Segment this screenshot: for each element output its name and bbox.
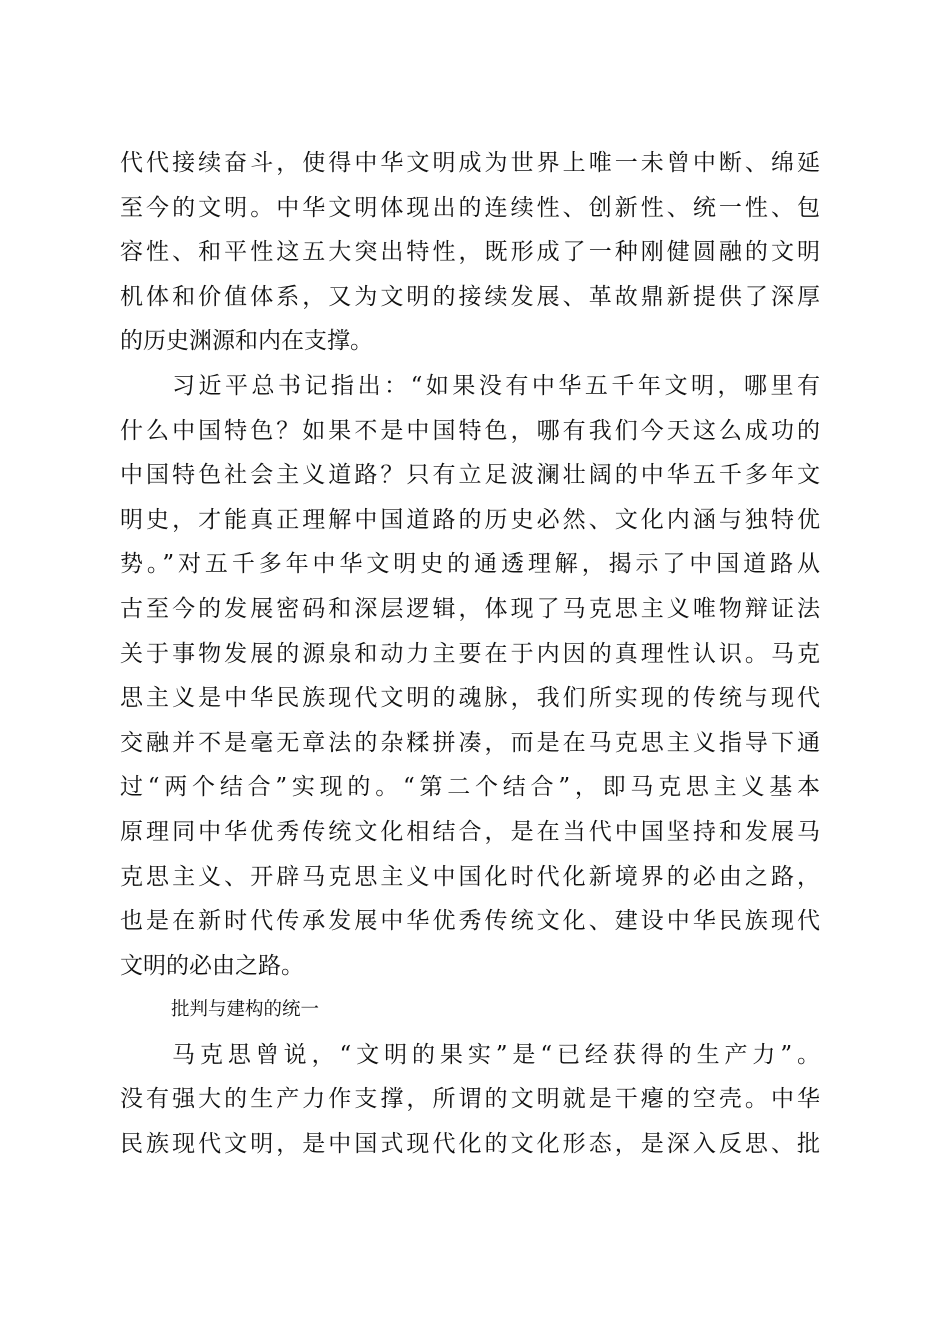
text-line: 机体和价值体系，又为文明的接续发展、革故鼎新提供了深厚 (120, 283, 820, 310)
text-line: 思主义是中华民族现代文明的魂脉，我们所实现的传统与现代 (120, 685, 820, 712)
text-line: 交融并不是毫无章法的杂糅拼凑，而是在马克思主义指导下通 (120, 729, 820, 756)
text-line: 原理同中华优秀传统文化相结合，是在当代中国坚持和发展马 (120, 818, 820, 845)
text-line: 的历史渊源和内在支撑。 (120, 328, 373, 355)
text-line: 也是在新时代传承发展中华优秀传统文化、建设中华民族现代 (120, 908, 820, 935)
text-line: 习近平总书记指出：“如果没有中华五千年文明，哪里有 (172, 372, 820, 399)
text-line: 代代接续奋斗，使得中华文明成为世界上唯一未曾中断、绵延 (120, 150, 820, 176)
text-line: 民族现代文明，是中国式现代化的文化形态，是深入反思、批 (120, 1131, 820, 1158)
text-line: 明史，才能真正理解中国道路的历史必然、文化内涵与独特优 (120, 506, 820, 533)
text-line: 容性、和平性这五大突出特性，既形成了一种刚健圆融的文明 (120, 239, 820, 266)
text-line: 克思主义、开辟马克思主义中国化时代化新境界的必由之路， (120, 863, 820, 890)
text-line: 马克思曾说，“文明的果实”是“已经获得的生产力”。 (172, 1041, 820, 1068)
text-line: 什么中国特色？如果不是中国特色，哪有我们今天这么成功的 (120, 417, 820, 444)
text-line: 古至今的发展密码和深层逻辑，体现了马克思主义唯物辩证法 (120, 595, 820, 622)
section-heading: 批判与建构的统一 (171, 999, 320, 1021)
document-body (120, 141, 820, 1167)
text-line: 没有强大的生产力作支撑，所谓的文明就是干瘪的空壳。中华 (120, 1086, 820, 1113)
text-line: 势。”对五千多年中华文明史的通透理解，揭示了中国道路从 (120, 551, 820, 578)
text-line: 关于事物发展的源泉和动力主要在于内因的真理性认识。马克 (120, 640, 820, 667)
text-line: 中国特色社会主义道路？只有立足波澜壮阔的中华五千多年文 (120, 462, 820, 489)
text-line: 至今的文明。中华文明体现出的连续性、创新性、统一性、包 (120, 194, 820, 221)
text-line: 文明的必由之路。 (120, 952, 304, 979)
text-line: 过“两个结合”实现的。“第二个结合”，即马克思主义基本 (120, 774, 820, 801)
